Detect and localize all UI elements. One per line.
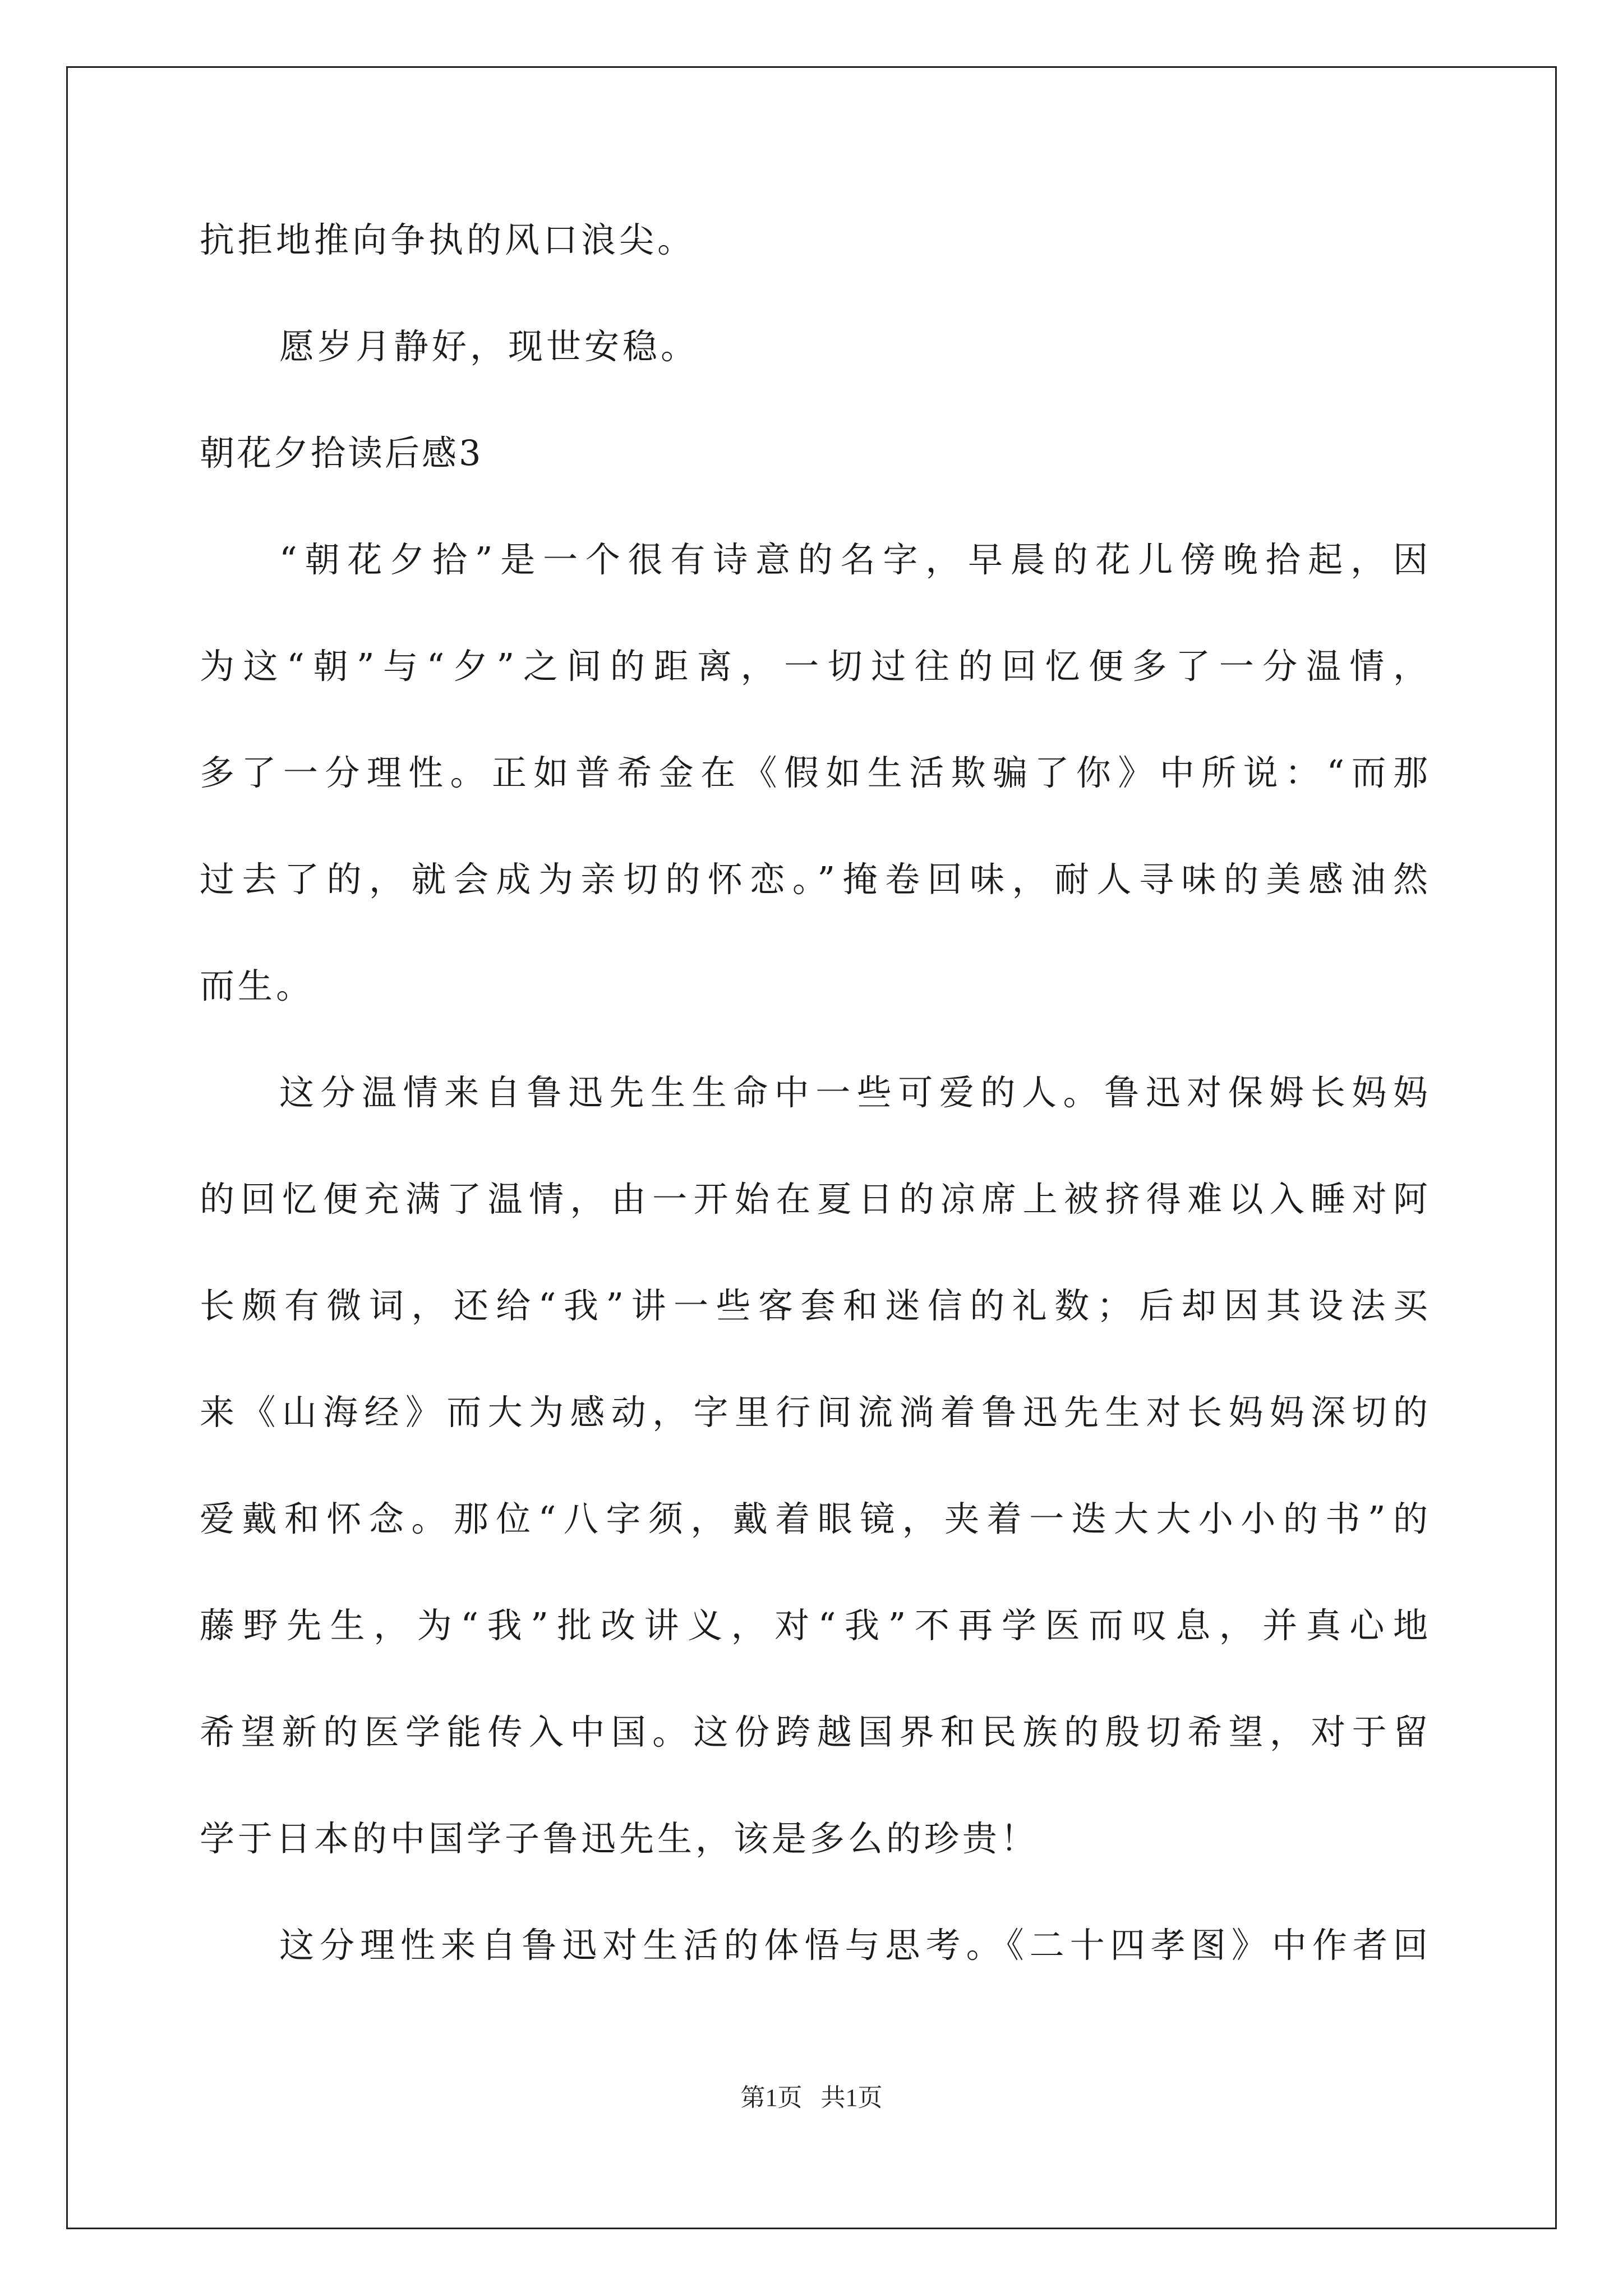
text-line: 多了一分理性。正如普希金在《假如生活欺骗了你》中所说：“而那 (200, 752, 1428, 793)
page-footer: 第1页 共1页 (740, 2084, 883, 2111)
text-line: 爱戴和怀念。那位“八字须，戴着眼镜，夹着一迭大大小小的书”的 (200, 1498, 1428, 1539)
text-line: 来《山海经》而大为感动，字里行间流淌着鲁迅先生对长妈妈深切的 (200, 1392, 1428, 1433)
text-line: 过去了的，就会成为亲切的怀恋。”掩卷回味，耐人寻味的美感油然 (200, 859, 1428, 900)
text-line: 这分理性来自鲁迅对生活的体悟与思考。《二十四孝图》中作者回 (279, 1925, 1428, 1966)
text-line: 抗拒地推向争执的风口浪尖。 (200, 219, 696, 260)
text-line: 的回忆便充满了温情，由一开始在夏日的凉席上被挤得难以入睡对阿 (200, 1179, 1428, 1220)
text-line: 为这“朝”与“夕”之间的距离，一切过往的回忆便多了一分温情， (200, 646, 1428, 687)
text-line: 学于日本的中国学子鲁迅先生，该是多么的珍贵！ (200, 1818, 1039, 1859)
page-border (66, 66, 1557, 2229)
text-line: 长颇有微词，还给“我”讲一些客套和迷信的礼数；后却因其设法买 (200, 1285, 1428, 1326)
text-line: 这分温情来自鲁迅先生生命中一些可爱的人。鲁迅对保姆长妈妈 (279, 1072, 1428, 1113)
text-line: “朝花夕拾”是一个很有诗意的名字，早晨的花儿傍晚拾起，因 (279, 539, 1428, 580)
text-line: 而生。 (200, 965, 315, 1006)
text-line: 愿岁月静好，现世安稳。 (279, 326, 699, 367)
text-line: 希望新的医学能传入中国。这份跨越国界和民族的殷切希望，对于留 (200, 1711, 1428, 1752)
section-heading: 朝花夕拾读后感3 (200, 432, 483, 473)
text-line: 藤野先生，为“我”批改讲义，对“我”不再学医而叹息，并真心地 (200, 1605, 1428, 1646)
